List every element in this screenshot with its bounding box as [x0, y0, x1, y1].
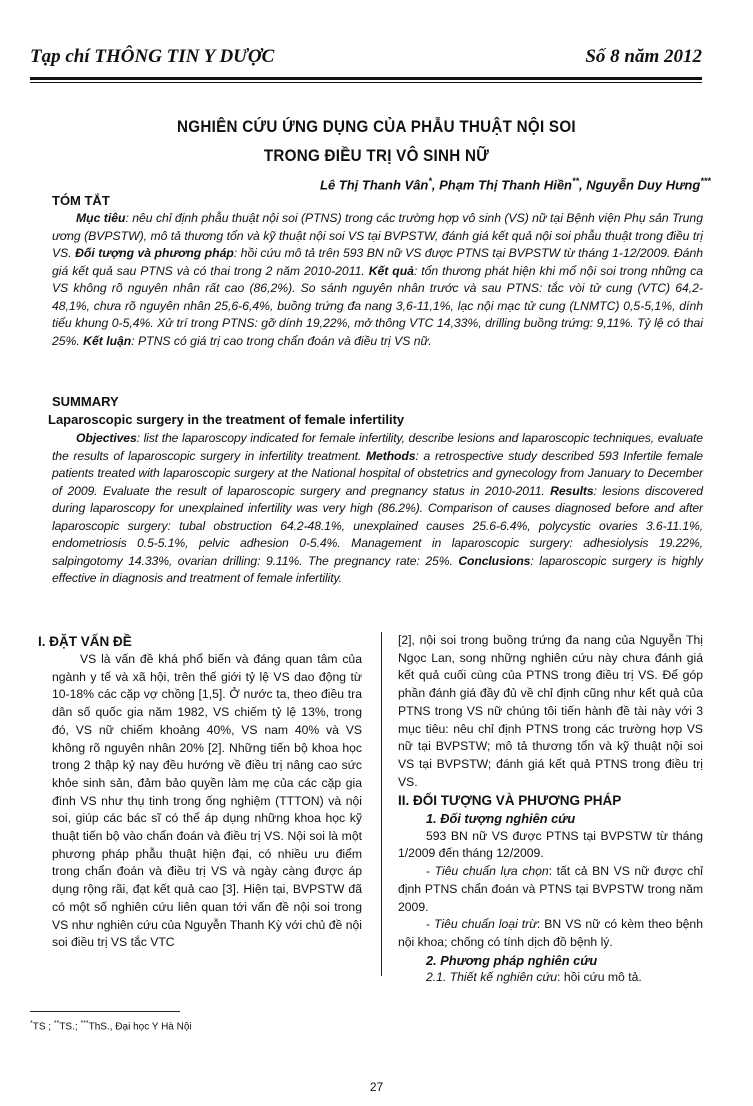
label-objectives: Objectives [76, 431, 137, 445]
right-column [398, 632, 703, 987]
label-objective: Mục tiêu [76, 211, 126, 225]
column-divider [381, 632, 382, 976]
footnote-text: TS ; [32, 1021, 54, 1033]
author-list: Lê Thị Thanh Vân*, Phạm Thị Thanh Hiền**, Nguyễn Duy Hưng*** [320, 176, 711, 193]
inclusion-text: : tất cả BN VS nữ được chỉ định PTNS chẩn đoán và PTNS tại BVPSTW trong năm 2009. [398, 864, 703, 914]
bullet-dash: - [426, 864, 435, 879]
abstract-vn-heading: TÓM TẮT [52, 193, 110, 208]
author-name: Phạm Thị Thanh Hiền [439, 177, 572, 193]
objective-text: : nêu chỉ định phẫu thuật nội soi (PTNS) trong các trường hợp vô sinh (VS) nữ tại Bệnh viện Phụ sản Trung ương (BVPSTW), mô tả thương tổn và kỹ thuật nội soi VS tại BVPSTW, đánh giá kết quả nội soi phẫu thuật trong điều trị VS. [52, 211, 703, 260]
intro-paragraph-continued: [2], nội soi trong buồng trứng đa nang của Nguyễn Thị Ngọc Lan, song những nghiên cứu này chưa đánh giá kết quả cuối cùng của PTNS trong điều trị VS. Để góp phần đánh giá đầy đủ về chỉ định cũng như kết quả của PTNS trong VS nữ chúng tôi tiến hành đề tài này với 3 mục tiêu: nêu chỉ định PTNS trong các trường hợp VS nữ tại BVPSTW; mô tả thương tổn và kỹ thuật nội soi VS tại BVPSTW; đánh giá kết quả PTNS trong điều trị VS. [398, 633, 703, 789]
inclusion-label: Tiêu chuẩn lựa chọn [434, 864, 549, 879]
methods-heading: II. ĐỐI TƯỢNG VÀ PHƯƠNG PHÁP [398, 793, 622, 809]
author-name: Lê Thị Thanh Vân [320, 177, 429, 193]
conclusions-text-en: : laparoscopic surgery is highly effective in diagnosis and treatment of female infertility. [52, 553, 703, 585]
intro-paragraph: VS là vấn đề khá phổ biến và đáng quan tâm của ngành y tế và xã hội, trên thế giới tỷ lệ VS dao động từ 10-18% các cặp vợ chồng [1,5]. Ở nước ta, theo điều tra dân số quốc gia năm 1982, VS chiếm tỷ lệ 13%, trong đó, VS nữ chiếm khoảng 40%, VS nam 40% và VS không rõ nguyên nhân 20% [2]. Những tiến bộ khoa học trong 2 thập kỷ nay đều hướng về điều trị nâng cao sức khỏe sinh sản, đảm bảo quyền làm mẹ của các cặp gia đình VS như thụ tinh trong ống nghiệm (TTTON) và nội soi, giúp các bác sĩ có thể áp dụng những khoa học kỹ thuật tiến bộ vào chẩn đoán và điều trị VS. Nội soi là một phương pháp phẫu thuật hiện đại, có nhiều ưu điểm trong chẩn đoán và điều trị VS và ngày càng được áp dụng rộng rãi, đạt kết quả cao [3]. Hiện tại, BVPSTW đã có một số nghiên cứu liên quan tới vấn đề nội soi trong VS như nghiên cứu của Nguyễn Thanh Kỳ với chủ đề nội soi điều trị VS tắc VTC [52, 652, 362, 950]
running-header [30, 46, 702, 72]
author-name: Nguyễn Duy Hưng [586, 177, 701, 193]
exclusion-criteria [398, 916, 703, 951]
article-title-line-2: TRONG ĐIỀU TRỊ VÔ SINH NỮ [263, 147, 490, 165]
study-design-text: : hồi cứu mô tả. [557, 970, 642, 985]
label-results: Kết quả [368, 263, 414, 278]
study-design-label: 2.1. Thiết kế nghiên cứu [426, 970, 558, 985]
subsection-methods: 2. Phương pháp nghiên cứu [426, 952, 598, 968]
footnote-mark: ** [53, 1020, 60, 1027]
intro-heading: I. ĐẶT VẤN ĐỀ [38, 634, 132, 649]
footnote-text: ThS., Đại học Y Hà Nội [88, 1021, 192, 1033]
results-text: : tổn thương phát hiện khi mổ nội soi trong những ca VS không rõ nguyên nhân rất cao (86,2%). So sánh nguyên nhân trước và sau PTNS: tắc vòi tử cung (VTC) 64,2-48,1%, chưa rõ nguyên nhân 25,6-6,4%, buồng trứng đa nang 3,6-11,1%, lạc nội mạc tử cung (LNMTC) 0,5-5,1%, dính tiểu khung 0-5,4%. Xử trí trong PTNS: gỡ dính 19,22%, mở thông VTC 14,33%, drilling buồng trứng: 9,11%. Tỷ lệ có thai 25%. [52, 263, 703, 348]
exclusion-label: Tiêu chuẩn loại trừ [434, 917, 537, 932]
bullet-dash: - [426, 917, 435, 932]
author-mark: * [428, 176, 432, 186]
methods-text-en: : a retrospective study described 593 Infertile female patients treated with laparoscopic surgery at the National hospital of obstetrics and gynecology from January to December of 2009. Evaluate the result of laparoscopic surgery and pregnancy status in 2010-2011. [52, 448, 703, 498]
methods-text: : hồi cứu mô tả trên 593 BN nữ VS được PTNS tại BVPSTW từ tháng 1-12/2009. Đánh giá kết quả sau PTNS và có thai trong 2 năm 2010-2011. [52, 246, 704, 278]
label-results-en: Results [550, 483, 594, 498]
subsection-subjects: 1. Đối tượng nghiên cứu [426, 811, 576, 827]
exclusion-text: : BN VS nữ có kèm theo bệnh nội khoa; chống có tính dịch đồ bệnh lý. [398, 917, 703, 949]
label-conclusions-en: Conclusions [458, 553, 531, 568]
english-title: Laparoscopic surgery in the treatment of female infertility [48, 412, 405, 427]
label-conclusion: Kết luận [83, 333, 132, 348]
label-methods: Đối tượng và phương pháp [75, 246, 234, 260]
abstract-vietnamese [52, 210, 703, 350]
footnote-rule [30, 1011, 180, 1012]
objectives-text: : list the laparoscopy indicated for female infertility, describe lesions and laparoscopic techniques, evaluate the results of laparoscopic surgery in infertility treatment. [52, 431, 703, 463]
journal-name: Tạp chí THÔNG TIN Y DƯỢC [30, 46, 275, 67]
article-title-line-1: NGHIÊN CỨU ỨNG DỤNG CỦA PHẪU THUẬT NỘI SOI [177, 118, 576, 136]
footnote-text: TS.; [59, 1021, 81, 1033]
study-design [398, 969, 703, 987]
results-text-en: : lesions discovered during laparoscopy for unexplained infertility was very high (86.2%). Comparison of causes diagnosed before and after laparoscopic surgery: tubal obstruction 64.2-48.1%, unexplained causes 25.6-6.4%, polycystic ovaries 3.6-11.1%, endometriosis 0.5-5.1%, pelvic adhesion 0-5.4%. Management in laparoscopic surgery: adhesiolysis 19.22%, salpingotomy 14.33%, ovarian drilling: 9.11%. The pregnancy rate: 25%. [52, 483, 703, 568]
subjects-text: 593 BN nữ VS được PTNS tại BVPSTW từ tháng 1/2009 đến tháng 12/2009. [398, 828, 703, 861]
conclusion-text: : PTNS có giá trị cao trong chẩn đoán và điều trị VS nữ. [131, 333, 432, 348]
summary-heading: SUMMARY [52, 394, 119, 409]
page-number: 27 [369, 1080, 384, 1094]
header-rule-thick [30, 77, 702, 80]
footnote-mark: *** [80, 1020, 89, 1027]
label-methods-en: Methods [366, 448, 416, 463]
author-mark: ** [572, 176, 580, 186]
header-rule-thin [30, 82, 702, 83]
author-mark: *** [700, 176, 711, 186]
footnote-mark: * [30, 1020, 33, 1027]
author-affiliation-footnote [30, 1020, 192, 1032]
issue-number: Số 8 năm 2012 [585, 46, 702, 67]
inclusion-criteria [398, 863, 703, 916]
left-column [52, 651, 362, 952]
abstract-english [52, 430, 703, 588]
